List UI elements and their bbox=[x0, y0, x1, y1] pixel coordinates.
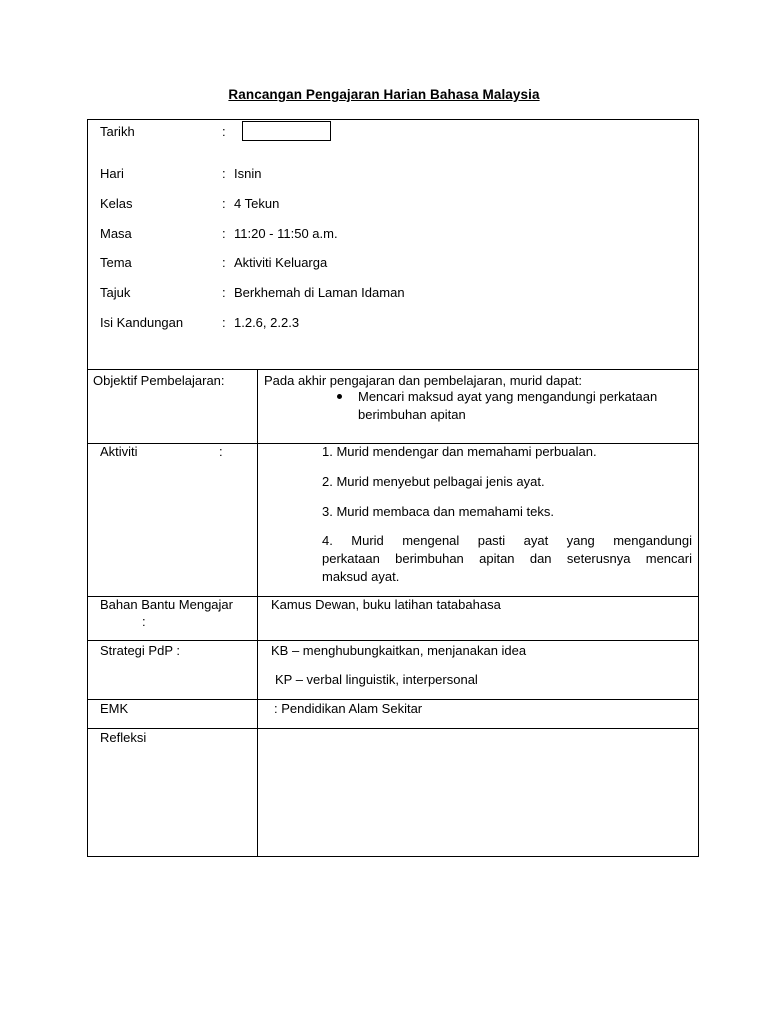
colon-masa: : bbox=[222, 226, 226, 241]
row-divider-bahan bbox=[87, 640, 699, 641]
aktiviti-item-2: 2. Murid menyebut pelbagai jenis ayat. bbox=[322, 474, 545, 489]
field-label-tajuk: Tajuk bbox=[100, 285, 131, 300]
refleksi-label: Refleksi bbox=[100, 730, 147, 745]
field-label-tema: Tema bbox=[100, 255, 132, 270]
colon-tajuk: : bbox=[222, 285, 226, 300]
objektif-bullet-line1: Mencari maksud ayat yang mengandungi perkataan bbox=[358, 389, 658, 404]
bahan-label: Bahan Bantu Mengajar bbox=[100, 597, 233, 612]
field-value-isi-kandungan: 1.2.6, 2.2.3 bbox=[234, 315, 300, 330]
date-input-box[interactable] bbox=[242, 121, 331, 141]
field-label-hari: Hari bbox=[100, 166, 124, 181]
colon-tarikh: : bbox=[222, 124, 226, 139]
aktiviti-item-4-line2: perkataan berimbuhan apitan dan seterusnya mencari bbox=[322, 551, 692, 566]
colon-bahan: : bbox=[142, 614, 146, 629]
row-divider-header bbox=[87, 369, 699, 370]
objektif-bullet-line2: berimbuhan apitan bbox=[358, 407, 466, 422]
field-label-masa: Masa bbox=[100, 226, 132, 241]
bahan-value: Kamus Dewan, buku latihan tatabahasa bbox=[271, 597, 501, 612]
aktiviti-item-1: 1. Murid mendengar dan memahami perbualan. bbox=[322, 444, 597, 459]
aktiviti-label: Aktiviti bbox=[100, 444, 138, 459]
field-label-isi-kandungan: Isi Kandungan bbox=[100, 315, 184, 330]
strategi-kp: KP – verbal linguistik, interpersonal bbox=[275, 672, 478, 687]
field-label-kelas: Kelas bbox=[100, 196, 133, 211]
objektif-label: Objektif Pembelajaran: bbox=[93, 373, 225, 388]
colon-hari: : bbox=[222, 166, 226, 181]
field-value-masa: 11:20 - 11:50 a.m. bbox=[234, 226, 338, 241]
emk-value: : Pendidikan Alam Sekitar bbox=[274, 701, 423, 716]
field-value-hari: Isnin bbox=[234, 166, 262, 181]
emk-label: EMK bbox=[100, 701, 129, 716]
aktiviti-item-3: 3. Murid membaca dan memahami teks. bbox=[322, 504, 554, 519]
colon-tema: : bbox=[222, 255, 226, 270]
bullet-dot-icon bbox=[337, 394, 342, 399]
strategi-label: Strategi PdP : bbox=[100, 643, 180, 658]
aktiviti-item-4-line3: maksud ayat. bbox=[322, 569, 400, 584]
field-value-kelas: 4 Tekun bbox=[234, 196, 280, 211]
aktiviti-item-4 bbox=[322, 532, 692, 586]
refleksi-content-area[interactable] bbox=[258, 729, 698, 856]
document-title: Rancangan Pengajaran Harian Bahasa Malaysia bbox=[228, 87, 540, 102]
field-value-tajuk: Berkhemah di Laman Idaman bbox=[234, 285, 405, 300]
field-label-tarikh: Tarikh bbox=[100, 124, 135, 139]
colon-isi-kandungan: : bbox=[222, 315, 226, 330]
colon-aktiviti: : bbox=[219, 444, 223, 459]
objektif-intro: Pada akhir pengajaran dan pembelajaran, murid dapat: bbox=[264, 373, 582, 388]
row-divider-strategi bbox=[87, 699, 699, 700]
colon-kelas: : bbox=[222, 196, 226, 211]
strategi-kb: KB – menghubungkaitkan, menjanakan idea bbox=[271, 643, 527, 658]
aktiviti-item-4-line1: 4. Murid mengenal pasti ayat yang mengandungi bbox=[322, 533, 692, 548]
field-value-tema: Aktiviti Keluarga bbox=[234, 255, 328, 270]
